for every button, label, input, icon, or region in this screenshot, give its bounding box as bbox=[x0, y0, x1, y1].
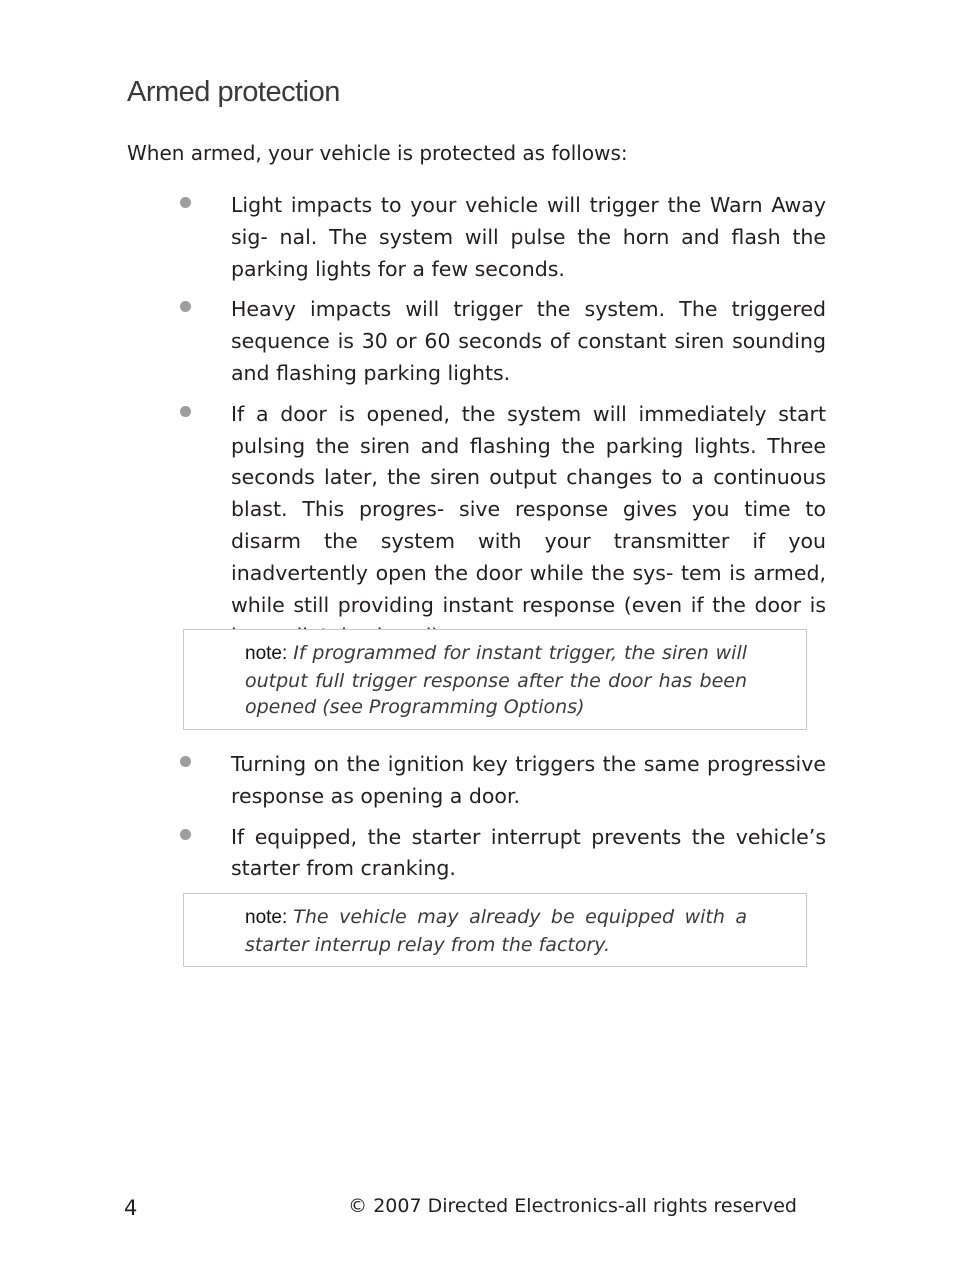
list-item bbox=[172, 822, 826, 886]
note-box-starter-relay bbox=[183, 893, 807, 967]
page-title: Armed protection bbox=[127, 76, 340, 108]
intro-paragraph: When armed, your vehicle is protected as follows: bbox=[127, 141, 628, 165]
list-item-text: Heavy impacts will trigger the system. The triggered sequence is 30 or 60 seconds of constant siren sounding and flashing parking lights. bbox=[231, 297, 826, 385]
bullet-dot-icon bbox=[180, 406, 191, 417]
list-item-text: Light impacts to your vehicle will trigger the Warn Away sig- nal. The system will pulse the horn and flash the parking lights for a few seconds. bbox=[231, 193, 826, 281]
list-item bbox=[172, 399, 826, 653]
note-box-instant-trigger bbox=[183, 629, 807, 730]
note-text bbox=[245, 640, 747, 721]
bullet-list-primary bbox=[172, 190, 826, 662]
bullet-dot-icon bbox=[180, 197, 191, 208]
bullet-dot-icon bbox=[180, 829, 191, 840]
list-item-text: Turning on the ignition key triggers the same progressive response as opening a door. bbox=[231, 752, 826, 808]
bullet-dot-icon bbox=[180, 756, 191, 767]
note-body: The vehicle may already be equipped with a starter interrup relay from the factory. bbox=[245, 906, 747, 956]
list-item bbox=[172, 749, 826, 813]
list-item bbox=[172, 294, 826, 389]
note-label: note: bbox=[245, 907, 288, 928]
page-number: 4 bbox=[124, 1196, 138, 1220]
copyright-notice: © 2007 Directed Electronics-all rights reserved bbox=[348, 1195, 797, 1217]
bullet-dot-icon bbox=[180, 301, 191, 312]
list-item-text: If equipped, the starter interrupt prevents the vehicle’s starter from cranking. bbox=[231, 824, 826, 881]
note-label: note: bbox=[245, 643, 288, 664]
bullet-list-secondary bbox=[172, 749, 826, 894]
note-text bbox=[245, 904, 747, 958]
list-item-text: If a door is opened, the system will immediately start pulsing the siren and flashing the parking lights. Three seconds later, the siren output changes to a continuous blast. This progres- sive response gives you time to disarm the system with your transmitter if you inadvertently open the door while the sys- tem is armed, while still providing instant response (even if the door is bbox=[231, 401, 826, 617]
list-item bbox=[172, 190, 826, 285]
note-body: If programmed for instant trigger, the siren will output full trigger response after the door has been opened (see Programming Options) bbox=[245, 642, 747, 718]
